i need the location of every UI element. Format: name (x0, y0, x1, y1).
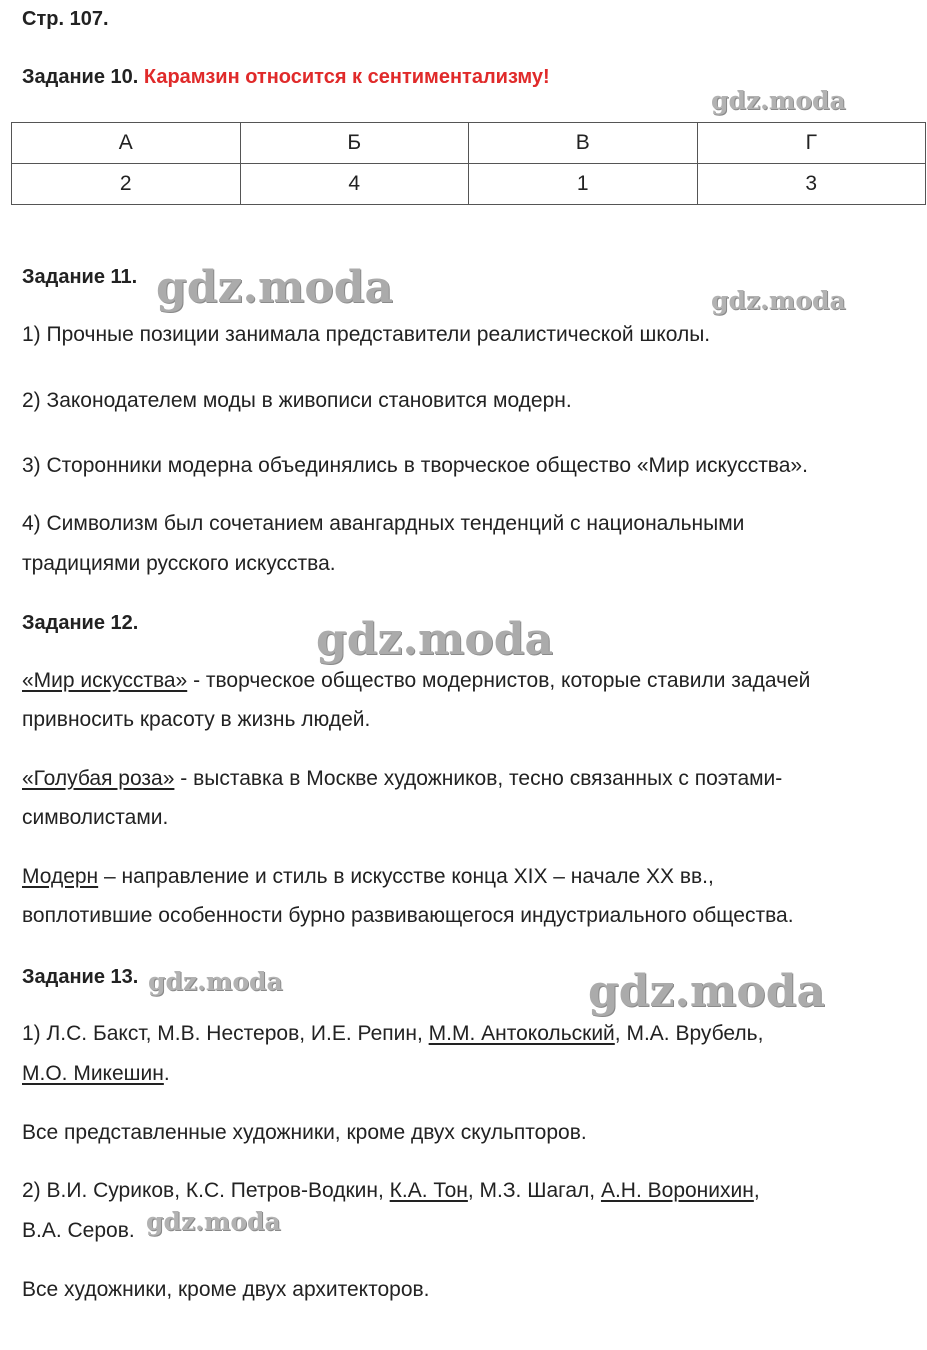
term-definition (22, 864, 714, 890)
table-header-cell: А (12, 123, 241, 164)
artists-list-continued (22, 1061, 170, 1087)
table-header-cell: Б (240, 123, 469, 164)
watermark-logo: gdz.moda (148, 967, 283, 996)
task10-heading (22, 66, 550, 89)
definition: - выставка в Москве художников, тесно связанных с поэтами- (174, 767, 783, 790)
artists-text: 1) Л.С. Бакст, М.В. Нестеров, И.Е. Репин, (22, 1022, 429, 1045)
task11-item: 2) Законодателем моды в живописи становится модерн. (22, 389, 572, 412)
conclusion: Все художники, кроме двух архитекторов. (22, 1278, 430, 1301)
term: «Голубая роза» (22, 767, 175, 790)
table-cell: 1 (469, 164, 698, 205)
definition: - творческое общество модернистов, которые ставили задачей (187, 669, 811, 692)
task10-answer-table (11, 122, 926, 205)
table-row (12, 164, 926, 205)
term-definition (22, 668, 810, 694)
term: Модерн (22, 865, 99, 888)
definition: – направление и стиль в искусстве конца XIX – начале XX вв., (98, 865, 714, 888)
task11-item: 3) Сторонники модерна объединялись в творческое общество «Мир искусства». (22, 454, 808, 477)
task13-label: Задание 13. (22, 966, 139, 988)
task11-item-continued: традициями русского искусства. (22, 552, 336, 575)
page-label: Стр. 107. (22, 8, 109, 30)
task10-label: Задание 10. (22, 66, 139, 88)
artists-list (22, 1178, 760, 1204)
table-cell: 4 (240, 164, 469, 205)
artists-text: , М.А. Врубель, (614, 1022, 764, 1045)
definition-continued: воплотившие особенности бурно развивающегося индустриального общества. (22, 904, 794, 927)
highlighted-name: М.О. Микешин (22, 1062, 164, 1085)
task11-item: 1) Прочные позиции занимала представители реалистической школы. (22, 323, 711, 346)
watermark-logo: gdz.moda (711, 286, 846, 315)
artists-text: , (753, 1179, 760, 1202)
watermark-logo: gdz.moda (711, 86, 846, 115)
watermark-logo: gdz.moda (146, 1207, 281, 1236)
artists-list-continued: В.А. Серов. (22, 1219, 135, 1242)
watermark-logo: gdz.moda (156, 262, 394, 313)
highlighted-name: К.А. Тон (389, 1179, 468, 1202)
highlighted-name: М.М. Антокольский (428, 1022, 615, 1045)
table-header-cell: Г (697, 123, 926, 164)
watermark-logo: gdz.moda (316, 614, 554, 665)
task12-label: Задание 12. (22, 612, 139, 634)
table-header-cell: В (469, 123, 698, 164)
definition-continued: символистами. (22, 806, 169, 829)
highlighted-name: А.Н. Воронихин (600, 1179, 754, 1202)
watermark-logo: gdz.moda (588, 966, 826, 1017)
definition-continued: привносить красоту в жизнь людей. (22, 708, 371, 731)
task10-note: Карамзин относится к сентиментализму! (143, 66, 550, 88)
artists-text: 2) В.И. Суриков, К.С. Петров-Водкин, (22, 1179, 390, 1202)
artists-text: . (163, 1062, 170, 1085)
table-header-row (12, 123, 926, 164)
term-definition (22, 766, 782, 792)
artists-text: , М.З. Шагал, (467, 1179, 601, 1202)
task11-label: Задание 11. (22, 266, 138, 288)
table-cell: 3 (697, 164, 926, 205)
term: «Мир искусства» (22, 669, 188, 692)
table-cell: 2 (12, 164, 241, 205)
conclusion: Все представленные художники, кроме двух скульпторов. (22, 1121, 587, 1144)
artists-list (22, 1021, 763, 1047)
task11-item: 4) Символизм был сочетанием авангардных тенденций с национальными (22, 512, 745, 535)
